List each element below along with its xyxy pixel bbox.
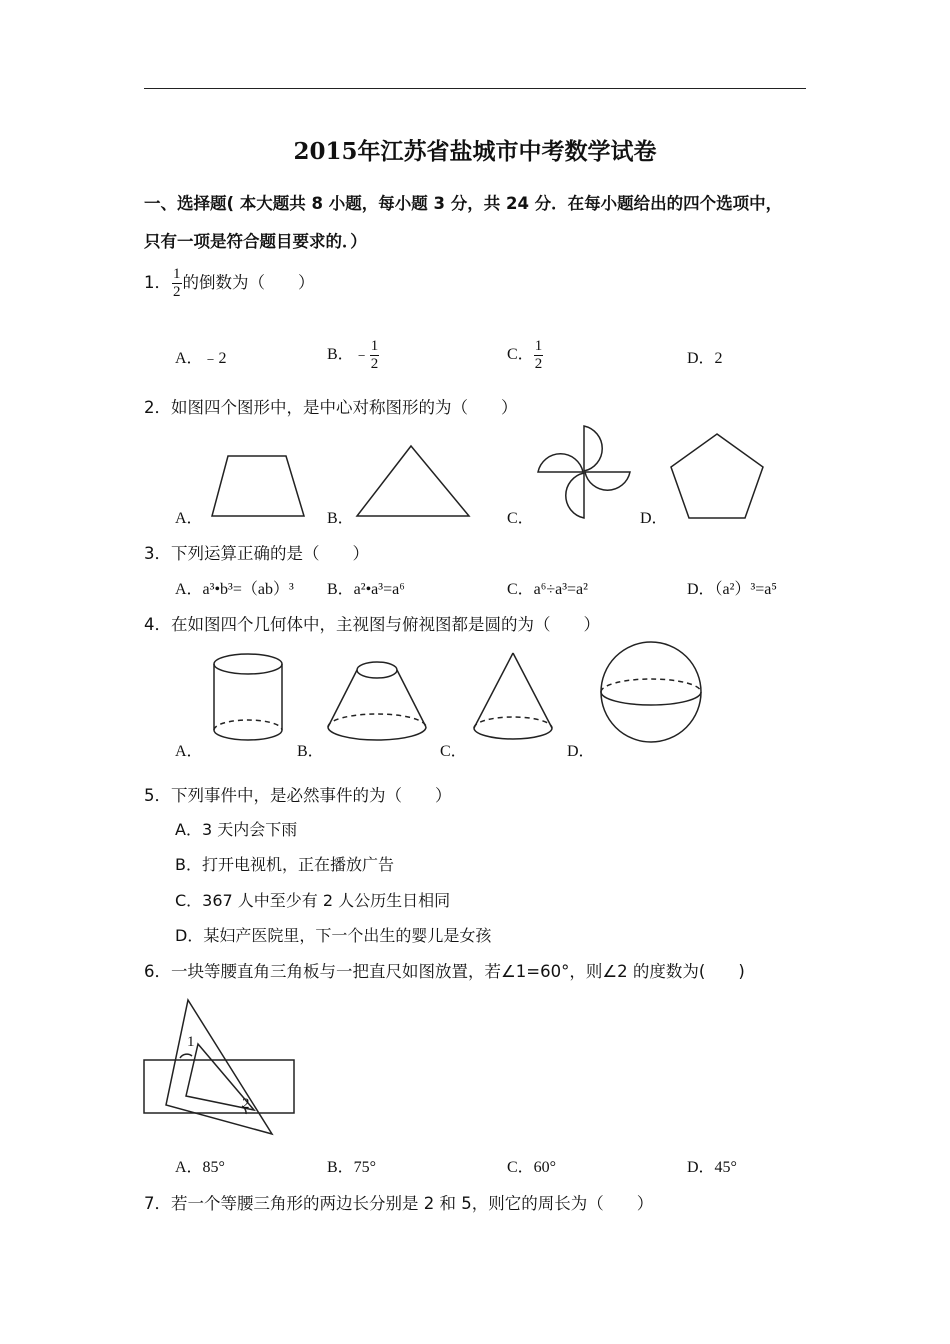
q2-option-c[interactable]: C． — [507, 510, 534, 527]
fraction-numerator: 1 — [534, 338, 543, 354]
section-heading-line2: 只有一项是符合题目要求的．） — [144, 232, 367, 251]
q6-option-c[interactable]: C．60° — [507, 1159, 557, 1176]
pentagon-figure — [668, 432, 766, 522]
question-2: 2．如图四个图形中，是中心对称图形的为（ ） — [144, 398, 518, 417]
angle-1-label: 1 — [187, 1034, 195, 1050]
question-7: 7．若一个等腰三角形的两边长分别是 2 和 5，则它的周长为（ ） — [144, 1194, 654, 1213]
q3-option-c[interactable]: C．a⁶÷a³=a² — [507, 581, 588, 598]
section-heading-line1: 一、选择题( 本大题共 8 小题，每小题 3 分，共 24 分．在每小题给出的四个选项中， — [144, 194, 783, 213]
angle-2-label: 2 — [242, 1096, 250, 1112]
trapezoid-figure — [210, 452, 310, 520]
q5-option-a[interactable]: A．3 天内会下雨 — [175, 820, 298, 839]
question-1-text: 的倒数为（ ） — [182, 273, 315, 292]
q2-option-d[interactable]: D． — [640, 510, 668, 527]
q2-option-b[interactable]: B． — [327, 510, 354, 527]
question-1 — [144, 266, 315, 301]
header-rule — [144, 88, 806, 89]
q3-option-a[interactable]: A．a³•b³=（ab）³ — [175, 581, 294, 598]
fraction-denominator: 2 — [534, 356, 543, 372]
fraction-denominator: 2 — [173, 284, 181, 300]
q4-option-d[interactable]: D． — [567, 743, 595, 760]
q6-option-d[interactable]: D．45° — [687, 1159, 737, 1176]
q5-option-b[interactable]: B．打开电视机，正在播放广告 — [175, 855, 394, 874]
outer-triangle — [166, 1000, 272, 1134]
q4-option-c[interactable]: C． — [440, 743, 467, 760]
frustum-figure — [324, 656, 430, 746]
cylinder-figure — [208, 652, 288, 746]
option-b-prefix: B．﹣ — [327, 346, 370, 364]
fraction-numerator: 1 — [173, 266, 181, 282]
q3-option-d[interactable]: D．（a²）³=a⁵ — [687, 581, 777, 598]
q1-option-d[interactable]: D．2 — [687, 350, 723, 367]
question-6: 6．一块等腰直角三角板与一把直尺如图放置，若∠1=60°，则∠2 的度数为( ) — [144, 962, 745, 981]
question-5: 5．下列事件中，是必然事件的为（ ） — [144, 786, 452, 805]
q5-option-c[interactable]: C．367 人中至少有 2 人公历生日相同 — [175, 891, 451, 910]
fraction-numerator: 1 — [370, 338, 379, 354]
option-b-fraction — [370, 338, 380, 373]
q1-option-b[interactable] — [327, 338, 379, 373]
q2-option-a[interactable]: A． — [175, 510, 203, 527]
page-title: 2015年江苏省盐城市中考数学试卷 — [293, 138, 657, 165]
q6-option-a[interactable]: A．85° — [175, 1159, 225, 1176]
cone-figure — [470, 650, 556, 746]
pinwheel-figure — [536, 424, 632, 520]
q1-option-a[interactable]: A．﹣2 — [175, 350, 227, 367]
triangle-figure — [355, 444, 473, 520]
sphere-figure — [597, 640, 705, 746]
question-1-number: 1． — [144, 273, 171, 292]
question-3: 3．下列运算正确的是（ ） — [144, 544, 369, 563]
fraction-denominator: 2 — [370, 356, 379, 372]
angle-1-arc — [180, 1054, 192, 1058]
option-c-prefix: C． — [507, 346, 534, 364]
q1-option-c[interactable] — [507, 338, 543, 373]
q3-option-b[interactable]: B．a²•a³=a⁶ — [327, 581, 405, 598]
ruler-triangle-figure — [142, 998, 298, 1138]
question-1-fraction — [172, 266, 182, 301]
q4-option-b[interactable]: B． — [297, 743, 324, 760]
q6-option-b[interactable]: B．75° — [327, 1159, 377, 1176]
q5-option-d[interactable]: D．某妇产医院里，下一个出生的婴儿是女孩 — [175, 926, 492, 945]
option-c-fraction — [534, 338, 544, 373]
question-4: 4．在如图四个几何体中，主视图与俯视图都是圆的为（ ） — [144, 615, 600, 634]
q4-option-a[interactable]: A． — [175, 743, 203, 760]
